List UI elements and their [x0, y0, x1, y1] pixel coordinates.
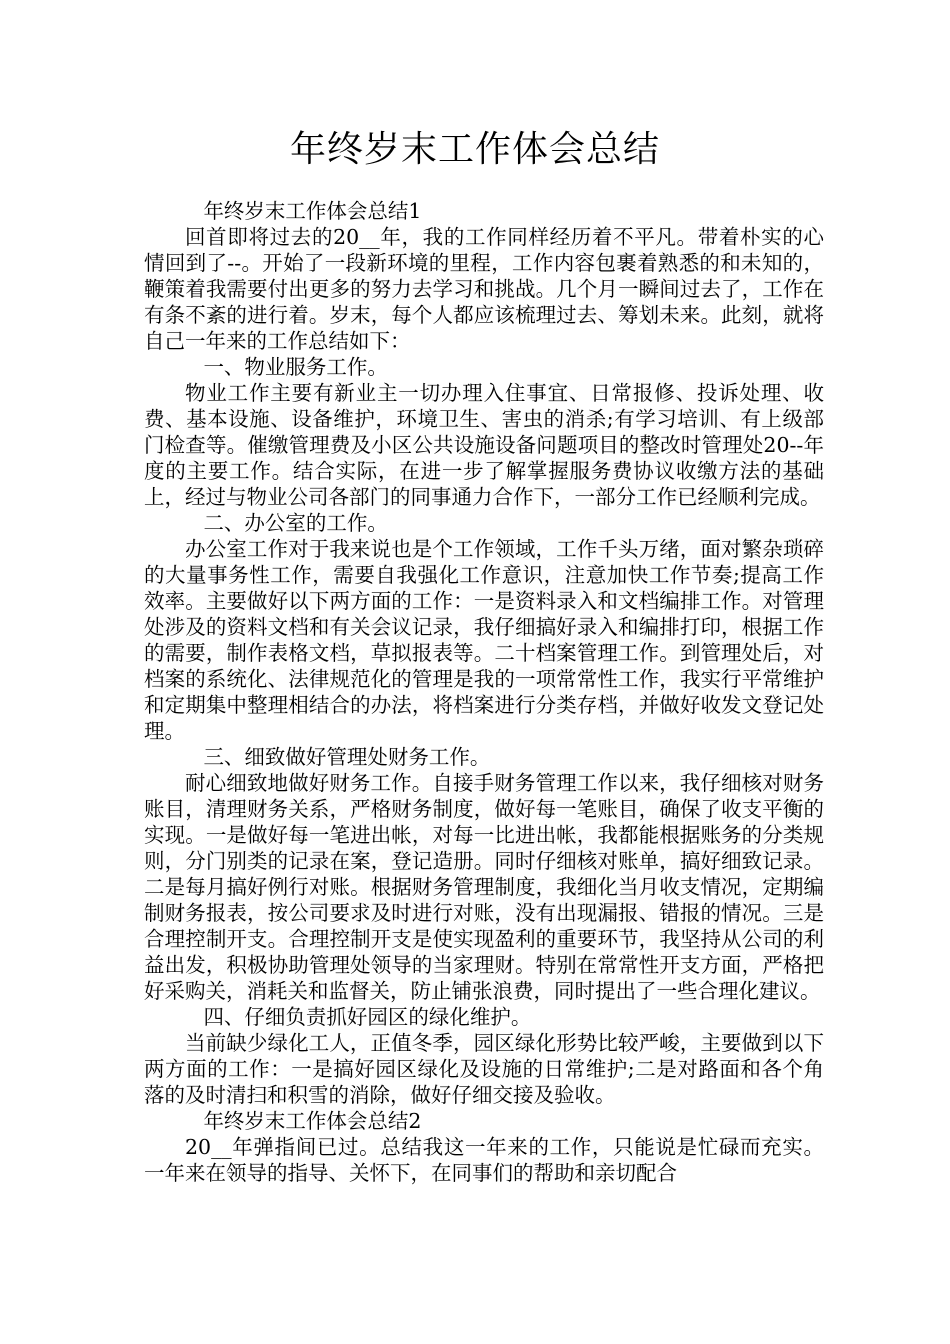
- document-title: 年终岁末工作体会总结: [289, 129, 660, 170]
- section-heading-summary-1: 年终岁末工作体会总结1: [203, 199, 422, 223]
- section-heading-property-service: 一、物业服务工作。: [203, 355, 388, 379]
- section-heading-summary-2: 年终岁末工作体会总结2: [203, 1109, 422, 1133]
- document-body: [144, 198, 824, 1186]
- paragraph-office-work: 办公室工作对于我来说也是个工作领域，工作千头万绪，面对繁杂琐碎的大量事务性工作，需要自我强化工作意识，注意加快工作节奏;提高工作效率。主要做好以下两方面的工作：一是资料录入和文档编排工作。对管理处涉及的资料文档和有关会议记录，我仔细搞好录入和编排打印，根据工作的需要，制作表格文档，草拟报表等。二十档案管理工作。到管理处后，对档案的系统化、法律规范化的管理是我的一项常常性工作，我实行平常维护和定期集中整理相结合的办法，将档案进行分类存档，并做好收发文登记处理。: [144, 537, 824, 743]
- section-heading-office-work: 二、办公室的工作。: [203, 511, 388, 535]
- paragraph-intro: 回首即将过去的20__年，我的工作同样经历着不平凡。带着朴实的心情回到了--。开始了一段新环境的里程，工作内容包裹着熟悉的和未知的，鞭策着我需要付出更多的努力去学习和挑战。几个月一瞬间过去了，工作在有条不紊的进行着。岁末，每个人都应该梳理过去、筹划未来。此刻，就将自己一年来的工作总结如下：: [144, 225, 824, 353]
- paragraph-summary-2-intro: 20__年弹指间已过。总结我这一年来的工作，只能说是忙碌而充实。一年来在领导的指导、关怀下，在同事们的帮助和亲切配合: [144, 1135, 824, 1185]
- paragraph-property-service: 物业工作主要有新业主一切办理入住事宜、日常报修、投诉处理、收费、基本设施、设备维护，环境卫生、害虫的消杀;有学习培训、有上级部门检查等。催缴管理费及小区公共设施设备问题项目的整改时管理处20--年度的主要工作。结合实际，在进一步了解掌握服务费协议收缴方法的基础上，经过与物业公司各部门的同事通力合作下，一部分工作已经顺利完成。: [144, 381, 824, 509]
- paragraph-greening: 当前缺少绿化工人，正值冬季，园区绿化形势比较严峻，主要做到以下两方面的工作：一是搞好园区绿化及设施的日常维护;二是对路面和各个角落的及时清扫和积雪的消除，做好仔细交接及验收。: [144, 1031, 824, 1107]
- paragraph-finance: 耐心细致地做好财务工作。自接手财务管理工作以来，我仔细核对财务账目，清理财务关系，严格财务制度，做好每一笔账目，确保了收支平衡的实现。一是做好每一笔进出帐，对每一比进出帐，我都能根据账务的分类规则，分门别类的记录在案，登记造册。同时仔细核对账单，搞好细致记录。二是每月搞好例行对账。根据财务管理制度，我细化当月收支情况，定期编制财务报表，按公司要求及时进行对账，没有出现漏报、错报的情况。三是合理控制开支。合理控制开支是使实现盈利的重要环节，我坚持从公司的利益出发，积极协助管理处领导的当家理财。特别在常常性开支方面，严格把好采购关，消耗关和监督关，防止铺张浪费，同时提出了一些合理化建议。: [144, 771, 824, 1003]
- section-heading-finance: 三、细致做好管理处财务工作。: [203, 745, 491, 769]
- section-heading-greening: 四、仔细负责抓好园区的绿化维护。: [203, 1005, 532, 1029]
